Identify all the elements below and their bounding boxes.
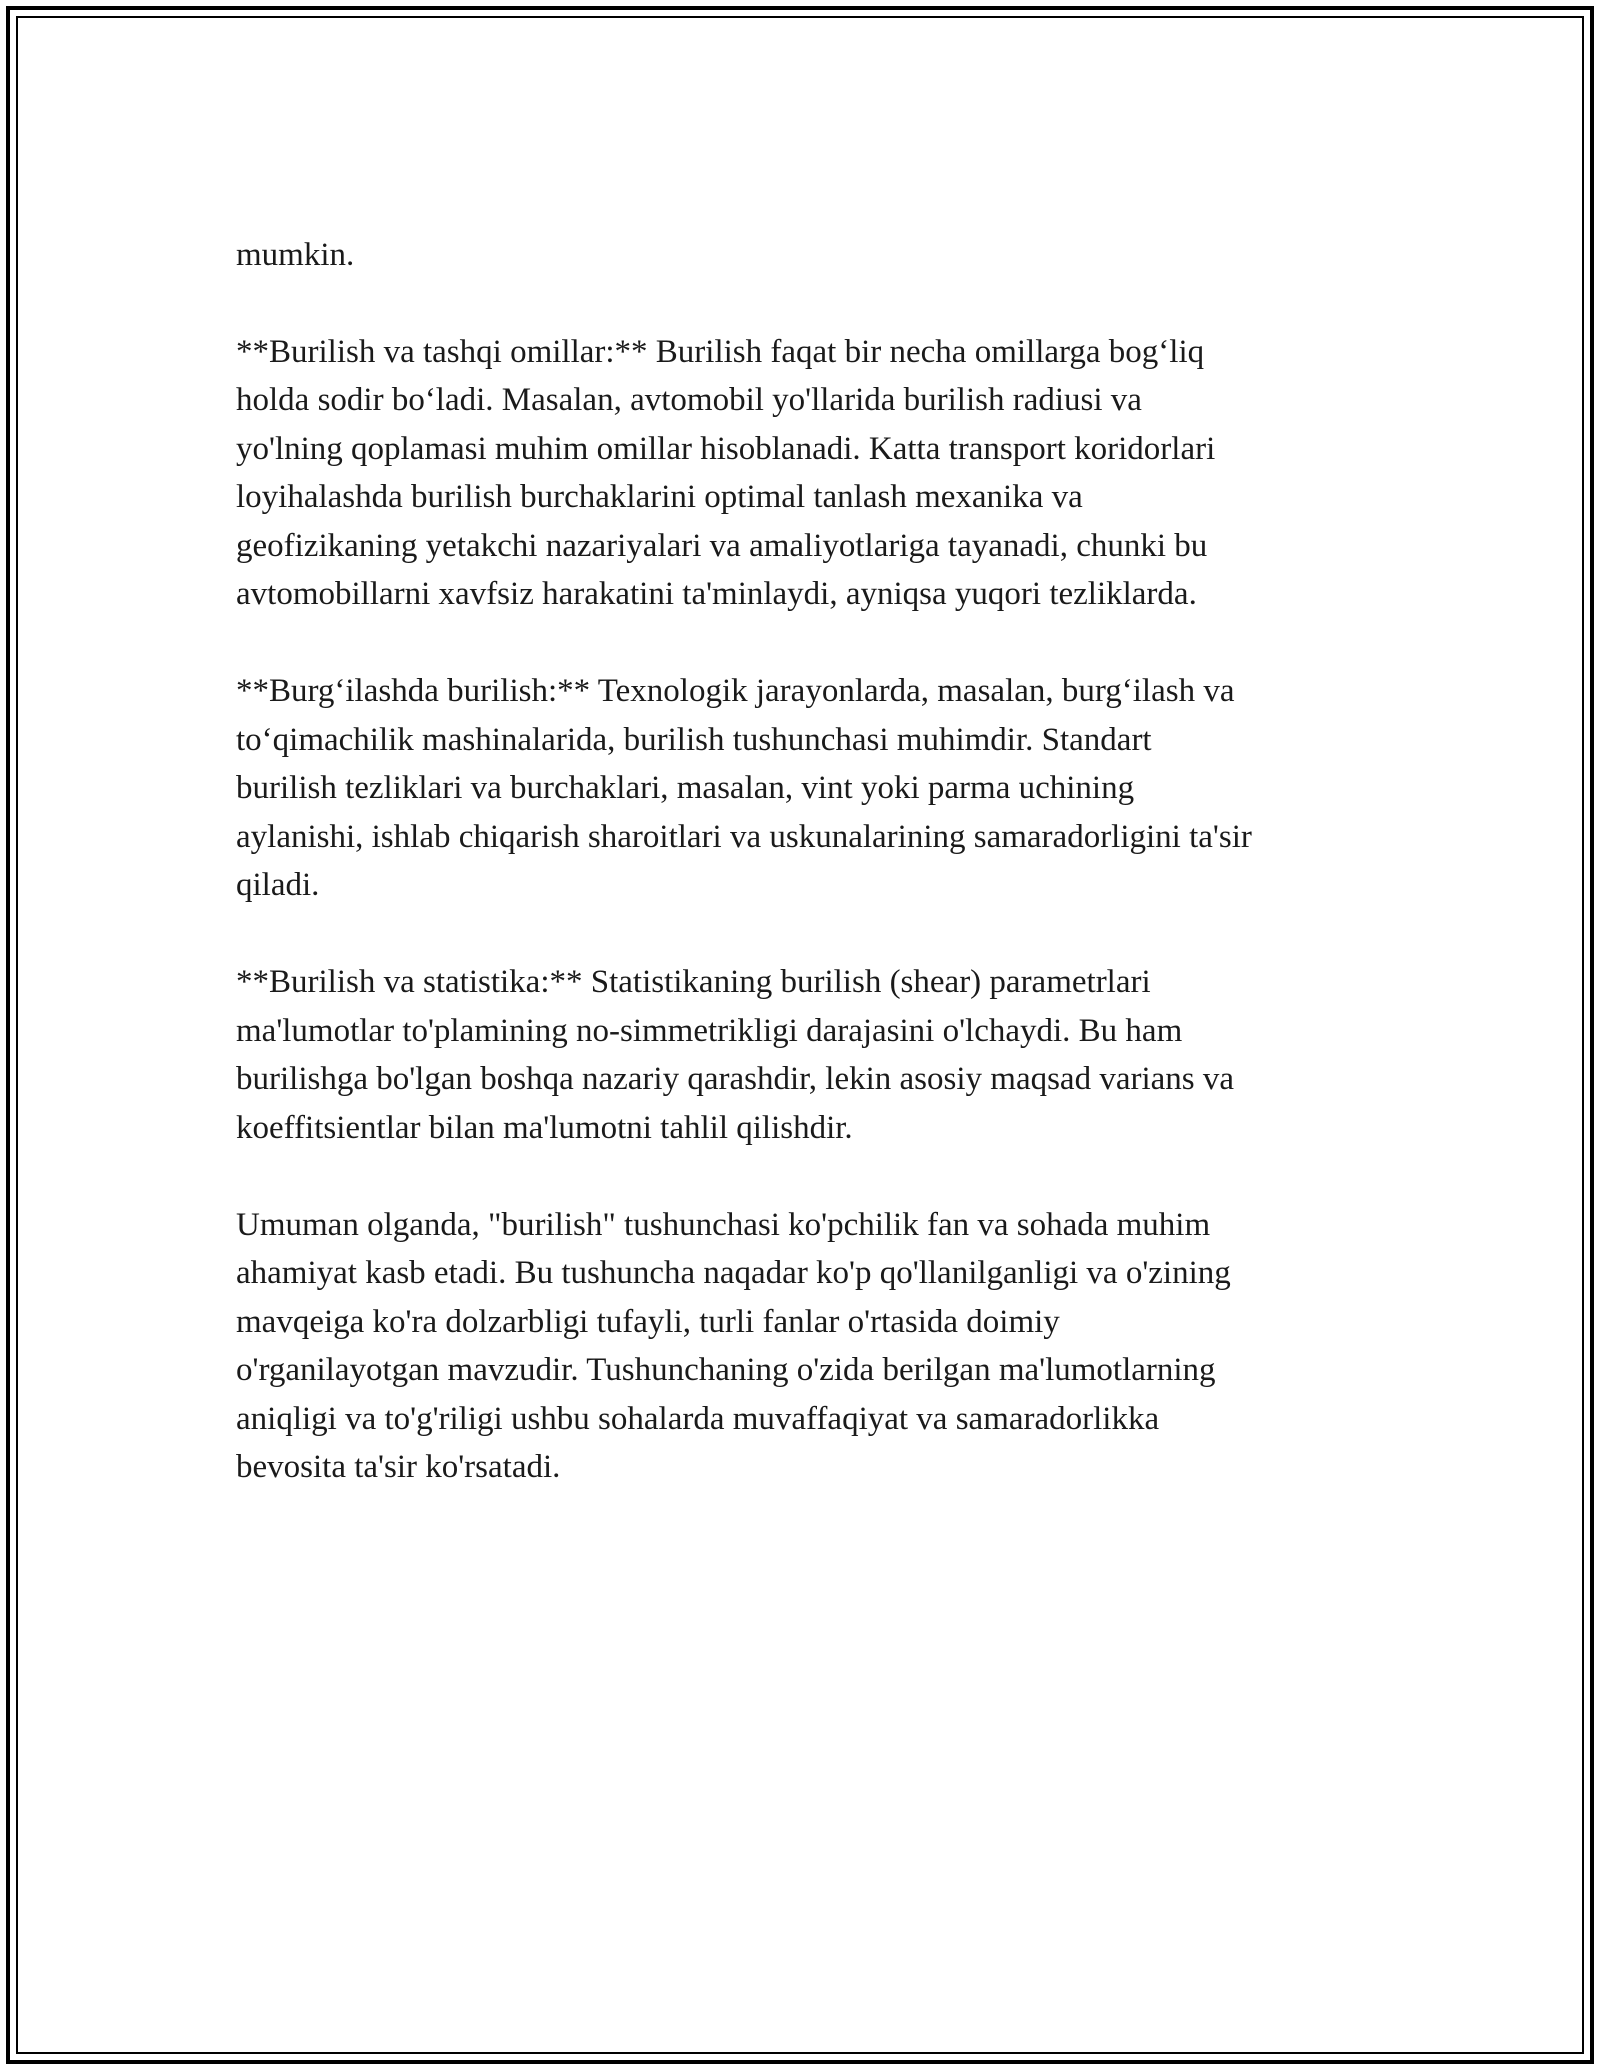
line: **Burg‘ilashda burilish:** Texnologik jarayonlarda, masalan, burg‘ilash va <box>236 673 1235 709</box>
line: holda sodir bo‘ladi. Masalan, avtomobil yo'llarida burilish radiusi va <box>236 382 1142 418</box>
line: **Burilish va tashqi omillar:** Burilish faqat bir necha omillarga bog‘liq <box>236 333 1205 370</box>
line: aniqligi va to'g'riligi ushbu sohalarda muvaffaqiyat va samaradorlikka <box>236 1400 1160 1437</box>
line: avtomobillarni xavfsiz harakatini ta'minlaydi, ayniqsa yuqori tezliklarda. <box>236 576 1197 612</box>
line: geofizikaning yetakchi nazariyalari va amaliyotlariga tayanadi, chunki bu <box>236 527 1208 564</box>
line: burilish tezliklari va burchaklari, masalan, vint yoki parma uchining <box>236 770 1135 806</box>
paragraph-burilish-statistika <box>236 958 1376 1152</box>
line: mavqeiga ko'ra dolzarbligi tufayli, turli fanlar o'rtasida doimiy <box>236 1303 1060 1340</box>
paragraph-burgilashda-burilish <box>236 667 1376 910</box>
line: o'rganilayotgan mavzudir. Tushunchaning o'zida berilgan ma'lumotlarning <box>236 1352 1216 1388</box>
line: aylanishi, ishlab chiqarish sharoitlari va uskunalarining samaradorligini ta'sir <box>236 818 1252 855</box>
line: **Burilish va statistika:** Statistikaning burilish (shear) parametrlari <box>236 964 1151 1000</box>
line: loyihalashda burilish burchaklarini optimal tanlash mexanika va <box>236 479 1083 515</box>
line: burilishga bo'lgan boshqa nazariy qarashdir, lekin asosiy maqsad varians va <box>236 1061 1235 1097</box>
paragraph-burilish-tashqi-omillar <box>236 328 1376 619</box>
line: bevosita ta'sir ko'rsatadi. <box>236 1449 561 1485</box>
line: koeffitsientlar bilan ma'lumotni tahlil qilishdir. <box>236 1109 853 1146</box>
line: mumkin. <box>236 236 355 273</box>
line: ma'lumotlar to'plamining no-simmetrikligi darajasini o'lchaydi. Bu ham <box>236 1012 1183 1049</box>
line: to‘qimachilik mashinalarida, burilish tushunchasi muhimdir. Standart <box>236 721 1152 758</box>
paragraph-conclusion <box>236 1201 1376 1492</box>
line: qiladi. <box>236 867 320 903</box>
line: Umuman olganda, "burilish" tushunchasi ko'pchilik fan va sohada muhim <box>236 1206 1211 1243</box>
line: ahamiyat kasb etadi. Bu tushuncha naqadar ko'p qo'llanilganligi va o'zining <box>236 1255 1231 1291</box>
paragraph-continuation <box>236 182 1376 279</box>
document-body <box>236 182 1376 1540</box>
line: yo'lning qoplamasi muhim omillar hisoblanadi. Katta transport koridorlari <box>236 430 1216 467</box>
